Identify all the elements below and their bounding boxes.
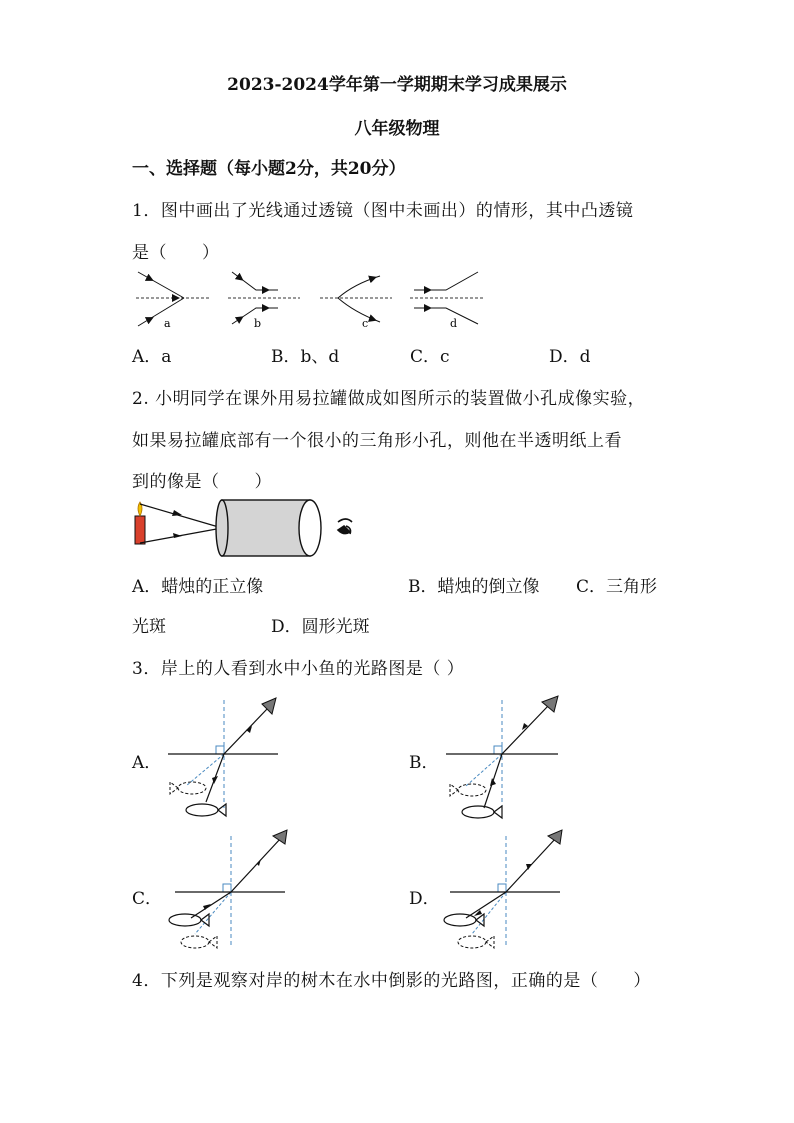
can-body bbox=[222, 500, 310, 556]
q3-diagram-d bbox=[440, 826, 565, 956]
q3-diagram-a bbox=[160, 690, 285, 820]
q3-option-d[interactable]: D． bbox=[409, 889, 440, 909]
fish-icon bbox=[186, 804, 226, 816]
q2-option-c-cont: 光斑 bbox=[132, 617, 166, 637]
section-heading: 一、选择题（每小题2分，共20分） bbox=[132, 159, 406, 179]
q2-option-a[interactable]: A．蜡烛的正立像 bbox=[132, 577, 264, 597]
q1-text-line2: 是（ ） bbox=[132, 243, 220, 263]
q2-text-line3: 到的像是（ ） bbox=[132, 472, 272, 492]
eye-icon bbox=[338, 519, 352, 534]
q3-diagram-c bbox=[165, 826, 290, 956]
q1-text-line1: 1．图中画出了光线通过透镜（图中未画出）的情形，其中凸透镜 bbox=[132, 201, 634, 221]
q4-text-line1: 4．下列是观察对岸的树木在水中倒影的光路图，正确的是（ ） bbox=[132, 971, 651, 991]
q1-fig-label-b: b bbox=[254, 317, 262, 330]
q2-text-line1: 2. 小明同学在课外用易拉罐做成如图所示的装置做小孔成像实验， bbox=[132, 389, 646, 409]
q3-option-b[interactable]: B． bbox=[409, 753, 439, 773]
candle-icon bbox=[135, 516, 145, 544]
q3-diagram-b bbox=[440, 690, 565, 820]
translucent-paper bbox=[299, 500, 321, 556]
fish-icon bbox=[462, 806, 502, 818]
q1-fig-label-d: d bbox=[450, 317, 458, 330]
q3-text-line1: 3．岸上的人看到水中小鱼的光路图是（ ） bbox=[132, 659, 465, 679]
q2-pinhole-figure bbox=[130, 496, 360, 560]
q1-fig-label-a: a bbox=[164, 317, 171, 330]
exam-subtitle: 八年级物理 bbox=[354, 119, 440, 139]
q2-option-c[interactable]: C．三角形 bbox=[576, 577, 658, 597]
q1-option-b[interactable]: B．b、d bbox=[271, 347, 340, 367]
q1-option-a[interactable]: A．a bbox=[132, 347, 172, 367]
exam-title: 2023-2024学年第一学期期末学习成果展示 bbox=[227, 75, 567, 95]
eye-icon bbox=[273, 830, 287, 844]
fish-icon bbox=[444, 914, 484, 926]
q1-fig-label-c: c bbox=[362, 317, 369, 330]
q1-option-d[interactable]: D．d bbox=[549, 347, 591, 367]
q3-option-a[interactable]: A． bbox=[132, 753, 162, 773]
q2-option-d[interactable]: D．圆形光斑 bbox=[271, 617, 370, 637]
q1-figure bbox=[128, 264, 498, 334]
q2-option-b[interactable]: B．蜡烛的倒立像 bbox=[408, 577, 540, 597]
q1-option-c[interactable]: C．c bbox=[410, 347, 450, 367]
eye-icon bbox=[548, 830, 562, 844]
q3-option-c[interactable]: C． bbox=[132, 889, 163, 909]
q2-text-line2: 如果易拉罐底部有一个很小的三角形小孔，则他在半透明纸上看 bbox=[132, 431, 622, 451]
